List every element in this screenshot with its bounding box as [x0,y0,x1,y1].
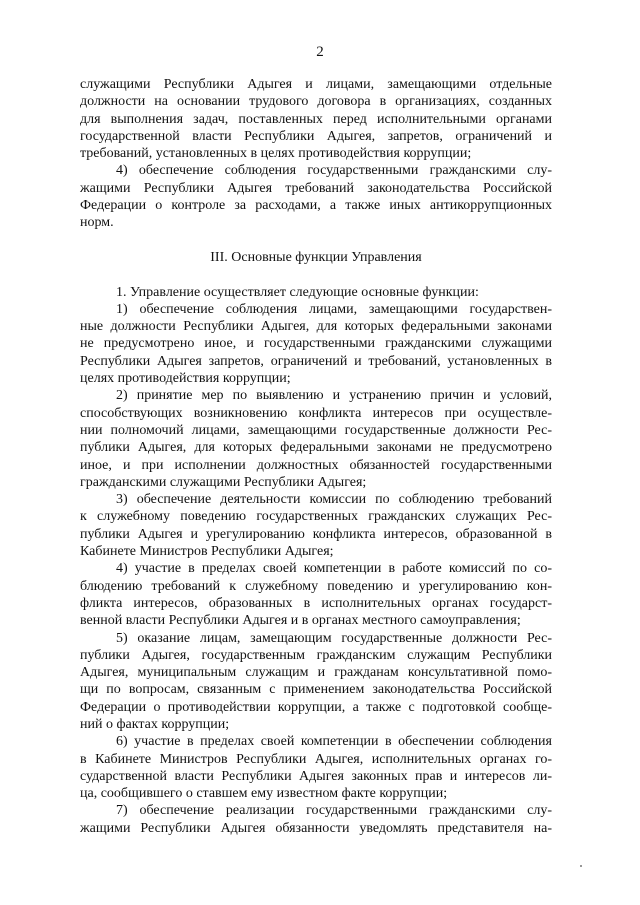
text-line: служащими Республики Адыгея и лицами, замещающими отдельные [80,77,552,92]
paragraph-last-line: гражданскими служащими Республики Адыгея; [80,474,367,490]
paragraph-last-line: ца, сообщившего о ставшем ему известном факте коррупции; [80,786,448,802]
text-line: публики Адыгея, для которых федеральными законами не предусмотрено [80,440,552,456]
paragraph-last-line: Кабинете Министров Республики Адыгея; [80,544,334,560]
page-number: 2 [316,44,324,60]
text-line: государственной власти Республики Адыгея, запретов, ограничений и [80,128,552,144]
paragraph-last-line: требований, установленных в целях противодействия коррупции; [80,146,472,162]
text-line: фликта интересов, образованных в исполнительных органах государст- [80,595,552,611]
document-body [80,76,552,837]
text-line: Республики Адыгея запретов, ограничений и требований, установленных в [80,353,552,369]
paragraph-last-line: ний о фактах коррупции; [80,716,230,732]
paragraph-last-line: норм. [80,215,114,231]
paragraph-first-line: 4) участие в пределах своей компетенции в работе комиссий по со- [116,561,552,577]
text-line: щи по вопросам, связанным с применением законодательства Российской [80,682,552,698]
paragraph-first-line: 5) оказание лицам, замещающим государственные должности Рес- [116,630,552,646]
text-line: в Кабинете Министров Республики Адыгея, исполнительных органах го- [80,751,552,767]
paragraph-last-line: целях противодействия коррупции; [80,371,291,387]
text-line: должности на основании трудового договора в организациях, созданных [80,94,552,110]
text-line: нии полномочий лицами, замещающими государственные должности Рес- [80,422,552,438]
blank-line [80,232,552,249]
text-line: публики Адыгея, государственным гражданским служащим Республики [80,647,552,663]
text-line: к служебному поведению государственных гражданских служащих Рес- [80,509,552,525]
paragraph-first-line: 4) обеспечение соблюдения государственными гражданскими слу- [116,163,552,179]
paragraph-first-line: 3) обеспечение деятельности комиссии по соблюдению требований [116,492,552,508]
section-heading: III. Основные функции Управления [210,249,422,265]
blank-line [80,266,552,283]
text-line: не предусмотрено иное, и государственными гражданскими служащими [80,336,552,352]
text-line: жащими Республики Адыгея обязанности уведомлять представителя на- [80,820,552,836]
paragraph-first-line: 1) обеспечение соблюдения лицами, замещающими государствен- [116,301,552,317]
text-line: сударственной власти Республики Адыгея законных прав и интересов ли- [80,768,552,784]
paragraph-first-line: 6) участие в пределах своей компетенции в обеспечении соблюдения [116,734,552,750]
scan-speck [580,865,582,867]
text-line: Федерации о контроле за расходами, а также иных антикоррупционных [80,198,552,214]
text-line: Федерации о противодействии коррупции, а также с подготовкой сообще- [80,699,552,715]
text-line: ные должности Республики Адыгея, для которых федеральными законами [80,319,552,335]
text-line: Адыгея, муниципальным служащим и гражданам консультативной помо- [80,665,552,681]
text-line: публики Адыгея и урегулированию конфликта интересов, образованной в [80,526,552,542]
text-line: жащими Республики Адыгея требований законодательства Российской [80,180,552,196]
paragraph-last-line: венной власти Республики Адыгея и в органах местного самоуправления; [80,613,521,629]
text-line: способствующих возникновению конфликта интересов при осуществле- [80,405,552,421]
paragraph-first-line: 1. Управление осуществляет следующие основные функции: [116,284,479,300]
text-line: для выполнения задач, поставленных перед исполнительными органами [80,111,552,127]
paragraph-first-line: 7) обеспечение реализации государственными гражданскими слу- [116,803,552,819]
paragraph-first-line: 2) принятие мер по выявлению и устранению причин и условий, [116,388,552,404]
text-line: иное, и при исполнении должностных обязанностей государственными [80,457,552,473]
text-line: блюдению требований к служебному поведению и урегулированию кон- [80,578,552,594]
